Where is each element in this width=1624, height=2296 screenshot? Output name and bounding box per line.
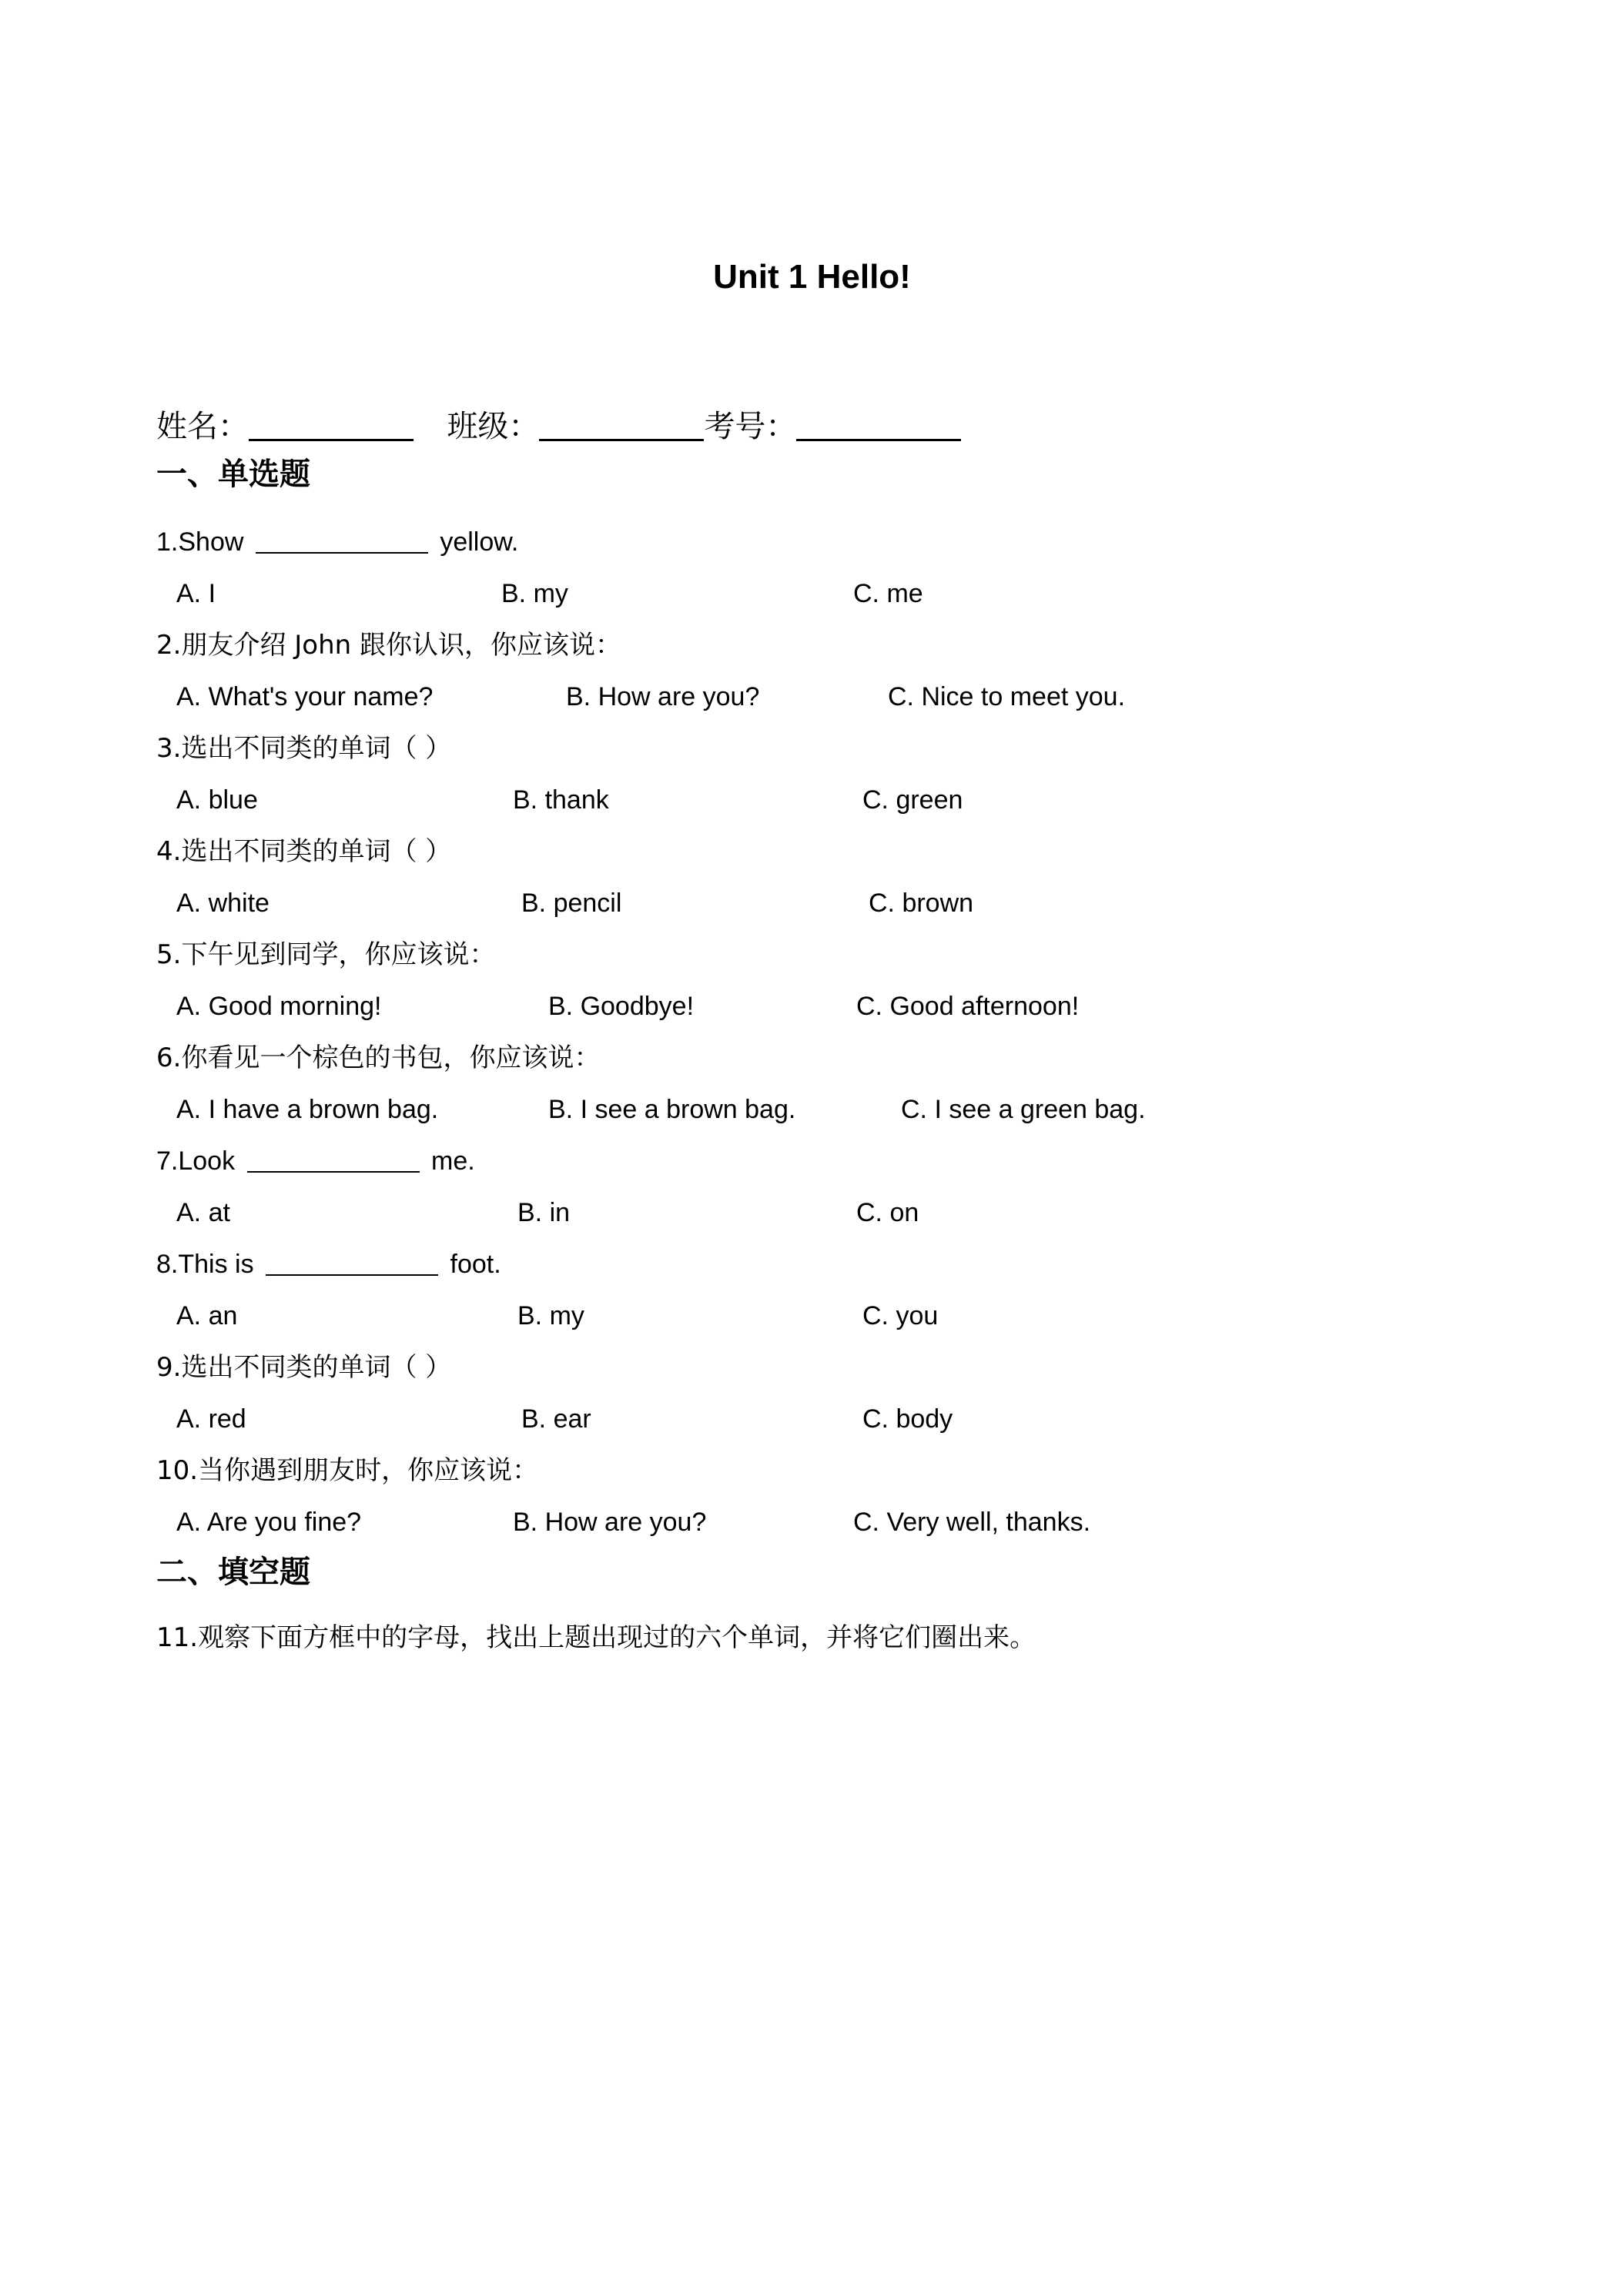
question-8-option-c[interactable]: C. you <box>862 1301 939 1330</box>
question-10-option-a[interactable]: A. Are you fine? <box>176 1508 362 1537</box>
question-10 <box>156 1452 538 1489</box>
class-blank[interactable] <box>539 408 704 441</box>
question-1 <box>156 524 518 561</box>
question-2-option-a[interactable]: A. What's your name? <box>176 682 434 711</box>
question-7-option-c[interactable]: C. on <box>856 1198 919 1227</box>
question-2-text: 2.朋友介绍 John 跟你认识，你应该说： <box>156 630 621 661</box>
question-8 <box>156 1246 501 1283</box>
question-11-text: 11.观察下面方框中的字母，找出上题出现过的六个单词，并将它们圈出来。 <box>156 1622 1036 1653</box>
section-single-choice: 一、单选题 <box>156 457 310 492</box>
class-label: 班级： <box>447 409 540 444</box>
question-2 <box>156 627 621 664</box>
question-8-blank[interactable] <box>266 1251 438 1276</box>
student-info-row <box>156 405 961 448</box>
question-3-option-c[interactable]: C. green <box>862 785 963 815</box>
question-6 <box>156 1039 600 1076</box>
question-8-suffix: foot. <box>450 1250 501 1279</box>
question-4-option-a[interactable]: A. white <box>176 889 270 918</box>
question-5-option-b[interactable]: B. Goodbye! <box>548 992 695 1021</box>
page-title: Unit 1 Hello! <box>713 258 911 296</box>
question-6-option-b[interactable]: B. I see a brown bag. <box>548 1095 796 1124</box>
question-7-option-b[interactable]: B. in <box>517 1198 571 1227</box>
question-6-text: 6.你看见一个棕色的书包，你应该说： <box>156 1043 601 1073</box>
question-2-option-c[interactable]: C. Nice to meet you. <box>888 682 1126 711</box>
name-label: 姓名： <box>156 409 249 444</box>
question-1-option-a[interactable]: A. I <box>176 579 216 608</box>
question-9-text: 9.选出不同类的单词（ ） <box>156 1352 452 1383</box>
name-blank[interactable] <box>249 408 414 441</box>
question-5-option-a[interactable]: A. Good morning! <box>176 992 382 1021</box>
question-1-option-c[interactable]: C. me <box>853 579 923 608</box>
question-4-option-b[interactable]: B. pencil <box>521 889 622 918</box>
question-3-text: 3.选出不同类的单词（ ） <box>156 733 452 764</box>
question-7-blank[interactable] <box>247 1148 420 1173</box>
question-1-option-b[interactable]: B. my <box>501 579 568 608</box>
question-6-option-c[interactable]: C. I see a green bag. <box>901 1095 1146 1124</box>
question-7-suffix: me. <box>431 1146 475 1176</box>
question-9 <box>156 1349 451 1386</box>
question-5-option-c[interactable]: C. Good afternoon! <box>856 992 1080 1021</box>
question-8-option-a[interactable]: A. an <box>176 1301 238 1330</box>
question-3-option-b[interactable]: B. thank <box>513 785 609 815</box>
question-8-prefix: 8.This is <box>156 1250 254 1279</box>
question-4 <box>156 833 451 870</box>
question-9-option-a[interactable]: A. red <box>176 1404 246 1434</box>
question-4-option-c[interactable]: C. brown <box>869 889 974 918</box>
question-7-option-a[interactable]: A. at <box>176 1198 230 1227</box>
question-3 <box>156 730 451 767</box>
section-fill-blank: 二、填空题 <box>156 1555 310 1590</box>
number-blank[interactable] <box>796 408 961 441</box>
question-9-option-b[interactable]: B. ear <box>521 1404 591 1434</box>
question-6-option-a[interactable]: A. I have a brown bag. <box>176 1095 439 1124</box>
question-4-text: 4.选出不同类的单词（ ） <box>156 836 452 867</box>
question-1-blank[interactable] <box>256 529 428 554</box>
question-7 <box>156 1143 475 1180</box>
question-3-option-a[interactable]: A. blue <box>176 785 258 815</box>
question-10-option-b[interactable]: B. How are you? <box>513 1508 707 1537</box>
question-5 <box>156 936 495 973</box>
question-11 <box>156 1619 1036 1656</box>
question-1-suffix: yellow. <box>440 527 519 557</box>
question-2-option-b[interactable]: B. How are you? <box>566 682 760 711</box>
question-5-text: 5.下午见到同学，你应该说： <box>156 939 496 970</box>
question-9-option-c[interactable]: C. body <box>862 1404 953 1434</box>
question-7-prefix: 7.Look <box>156 1146 236 1176</box>
number-label: 考号： <box>704 409 797 444</box>
question-10-option-c[interactable]: C. Very well, thanks. <box>853 1508 1091 1537</box>
question-1-prefix: 1.Show <box>156 527 244 557</box>
question-8-option-b[interactable]: B. my <box>517 1301 584 1330</box>
question-10-text: 10.当你遇到朋友时，你应该说： <box>156 1455 539 1486</box>
